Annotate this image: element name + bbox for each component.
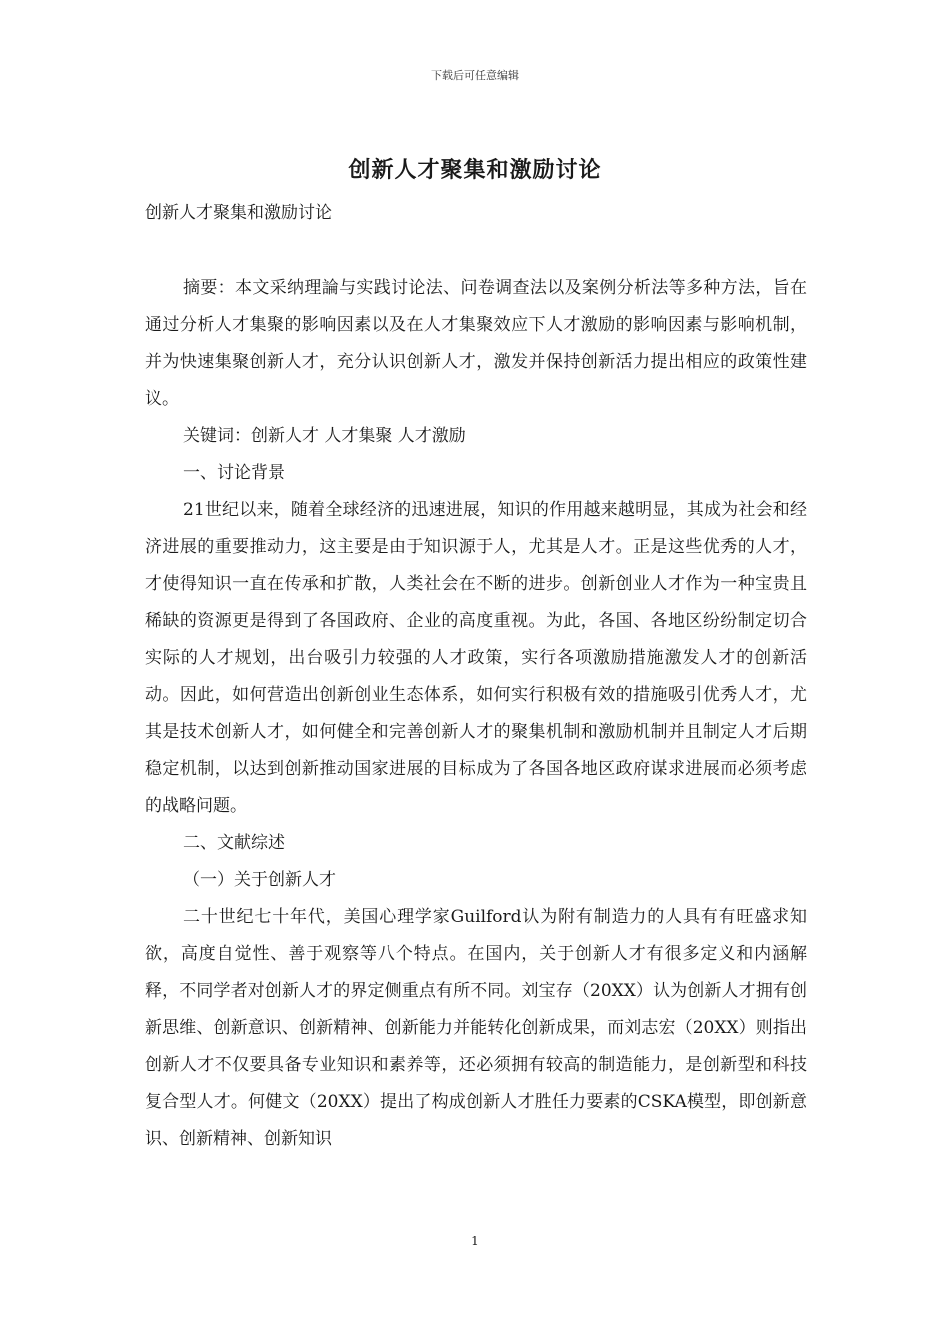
section-heading-literature: 二、文献综述: [183, 833, 285, 853]
abstract-paragraph: 摘要：本文采纳理論与实践讨论法、问卷调查法以及案例分析法等多种方法，旨在通过分析人才集聚的影响因素以及在人才集聚效应下人才激励的影响因素与影响机制，并为快速集聚创新人才，充分认识创新人才，激发并保持创新活力提出相应的政策性建议。: [145, 278, 807, 409]
page-header: 下载后可任意编辑: [431, 69, 519, 82]
keywords-line: 关键词：创新人才 人才集聚 人才激励: [183, 426, 466, 446]
document-body: [145, 195, 807, 1158]
document-title: 创新人才聚集和激励讨论: [348, 157, 602, 183]
spacer: [145, 232, 807, 270]
subsection-heading-innovative-talent: （一）关于创新人才: [183, 870, 336, 890]
background-paragraph: 21世纪以来，随着全球经济的迅速进展，知识的作用越来越明显，其成为社会和经济进展的重要推动力，这主要是由于知识源于人，尤其是人才。正是这些优秀的人才，才使得知识一直在传承和扩散，人类社会在不断的进步。创新创业人才作为一种宝贵且稀缺的资源更是得到了各国政府、企业的高度重视。为此，各国、各地区纷纷制定切合实际的人才规划，出台吸引力较强的人才政策，实行各项激励措施激发人才的创新活动。因此，如何营造出创新创业生态体系，如何实行积极有效的措施吸引优秀人才，尤其是技术创新人才，如何健全和完善创新人才的聚集机制和激励机制并且制定人才后期稳定机制，以达到创新推动国家进展的目标成为了各国各地区政府谋求进展而必须考虑的战略问题。: [145, 500, 807, 816]
page-number: 1: [471, 1234, 479, 1248]
literature-paragraph: 二十世纪七十年代，美国心理学家Guilford认为附有制造力的人具有有旺盛求知欲，高度自觉性、善于观察等八个特点。在国内，关于创新人才有很多定义和内涵解释，不同学者对创新人才的界定侧重点有所不同。刘宝存（20XX）认为创新人才拥有创新思维、创新意识、创新精神、创新能力并能转化创新成果，而刘志宏（20XX）则指出创新人才不仅要具备专业知识和素养等，还必须拥有较高的制造能力，是创新型和科技复合型人才。何健文（20XX）提出了构成创新人才胜任力要素的CSKA模型，即创新意识、创新精神、创新知识: [145, 907, 807, 1149]
subtitle: 创新人才聚集和激励讨论: [145, 203, 332, 223]
section-heading-background: 一、讨论背景: [183, 463, 285, 483]
